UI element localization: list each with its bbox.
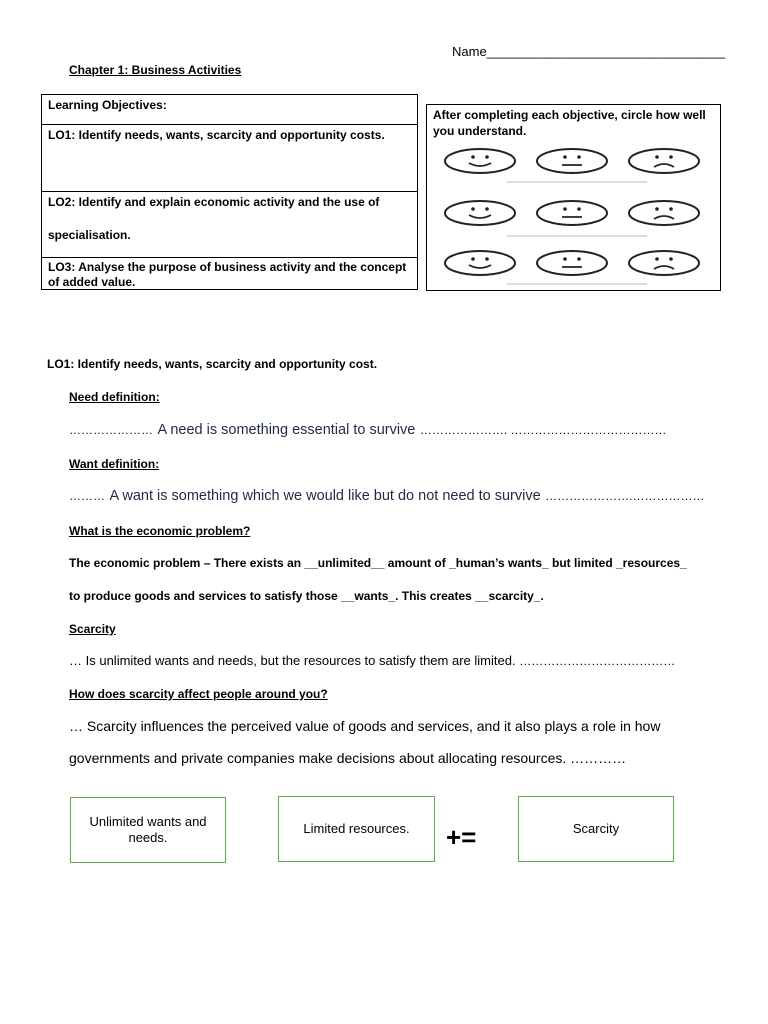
limited-resources-box[interactable] — [278, 796, 435, 862]
need-prefix-dots: ………………… — [69, 423, 153, 437]
objective-lo2-line1: LO2: Identify and explain economic activity and the use of — [48, 195, 380, 209]
neutral-face-icon[interactable] — [535, 249, 609, 277]
economic-problem-label: What is the economic problem? — [69, 524, 251, 538]
scarcity-line — [69, 653, 675, 668]
objectives-table — [41, 94, 418, 290]
want-suffix-dots: ………………….……………… — [545, 489, 705, 503]
scarcity-affect-label: How does scarcity affect people around you? — [69, 687, 328, 701]
self-assessment-instruction: After completing each objective, circle how well you understand. — [433, 108, 706, 138]
watermark-line — [507, 181, 647, 183]
objective-lo2 — [42, 192, 417, 258]
unlimited-wants-box[interactable] — [70, 797, 226, 863]
economic-problem-line1[interactable]: The economic problem – There exists an __unlimited__ amount of _human’s wants_ but limited _resources_ — [69, 556, 687, 570]
objectives-heading — [42, 95, 417, 125]
scarcity-prefix-dots: … — [69, 653, 82, 668]
plus-equals-operator: += — [446, 822, 477, 852]
want-prefix-dots: ……… — [69, 489, 105, 503]
objective-lo3 — [42, 258, 417, 291]
sad-face-icon[interactable] — [627, 249, 701, 277]
watermark-line — [507, 235, 647, 237]
chapter-title: Chapter 1: Business Activities — [69, 63, 242, 77]
scarcity-box[interactable] — [518, 796, 674, 862]
need-definition-label: Need definition: — [69, 390, 160, 404]
watermark-line — [507, 283, 647, 285]
scarcity-affect-line1[interactable]: … Scarcity influences the perceived value of goods and services, and it also plays a role in how — [69, 718, 661, 734]
neutral-face-icon[interactable] — [535, 199, 609, 227]
unlimited-wants-text: Unlimited wants and needs. — [89, 814, 207, 845]
limited-resources-text: Limited resources. — [303, 821, 410, 836]
scarcity-affect-line2[interactable]: governments and private companies make decisions about allocating resources. ………… — [69, 750, 627, 766]
need-answer[interactable]: A need is something essential to survive — [157, 422, 416, 438]
objectives-heading-text: Learning Objectives: — [48, 98, 167, 112]
happy-face-icon[interactable] — [443, 199, 517, 227]
objective-lo1 — [42, 125, 417, 192]
want-answer[interactable]: A want is something which we would like but do not need to survive — [109, 488, 541, 504]
section-lo1-heading: LO1: Identify needs, wants, scarcity and opportunity cost. — [47, 357, 378, 371]
neutral-face-icon[interactable] — [535, 147, 609, 175]
need-definition-line — [69, 421, 667, 439]
scarcity-box-text: Scarcity — [572, 821, 620, 836]
scarcity-label: Scarcity — [69, 622, 116, 636]
need-suffix-dots: …………………. ………………………………… — [419, 423, 667, 437]
self-assessment-panel — [426, 104, 721, 291]
name-field[interactable]: Name_________________________________ — [452, 44, 726, 59]
scarcity-answer[interactable]: Is unlimited wants and needs, but the resources to satisfy them are limited. — [85, 653, 516, 668]
objective-lo2-line2: specialisation. — [48, 228, 131, 242]
economic-problem-line2[interactable]: to produce goods and services to satisfy those __wants_. This creates __scarcity_. — [69, 589, 544, 603]
sad-face-icon[interactable] — [627, 147, 701, 175]
sad-face-icon[interactable] — [627, 199, 701, 227]
want-definition-label: Want definition: — [69, 457, 160, 471]
objective-lo3-text: LO3: Analyse the purpose of business activity and the concept of added value. — [48, 260, 407, 289]
want-definition-line — [69, 487, 704, 505]
objective-lo1-text: LO1: Identify needs, wants, scarcity and opportunity costs. — [48, 128, 385, 142]
happy-face-icon[interactable] — [443, 249, 517, 277]
happy-face-icon[interactable] — [443, 147, 517, 175]
scarcity-suffix-dots: ………………………………… — [519, 654, 676, 668]
